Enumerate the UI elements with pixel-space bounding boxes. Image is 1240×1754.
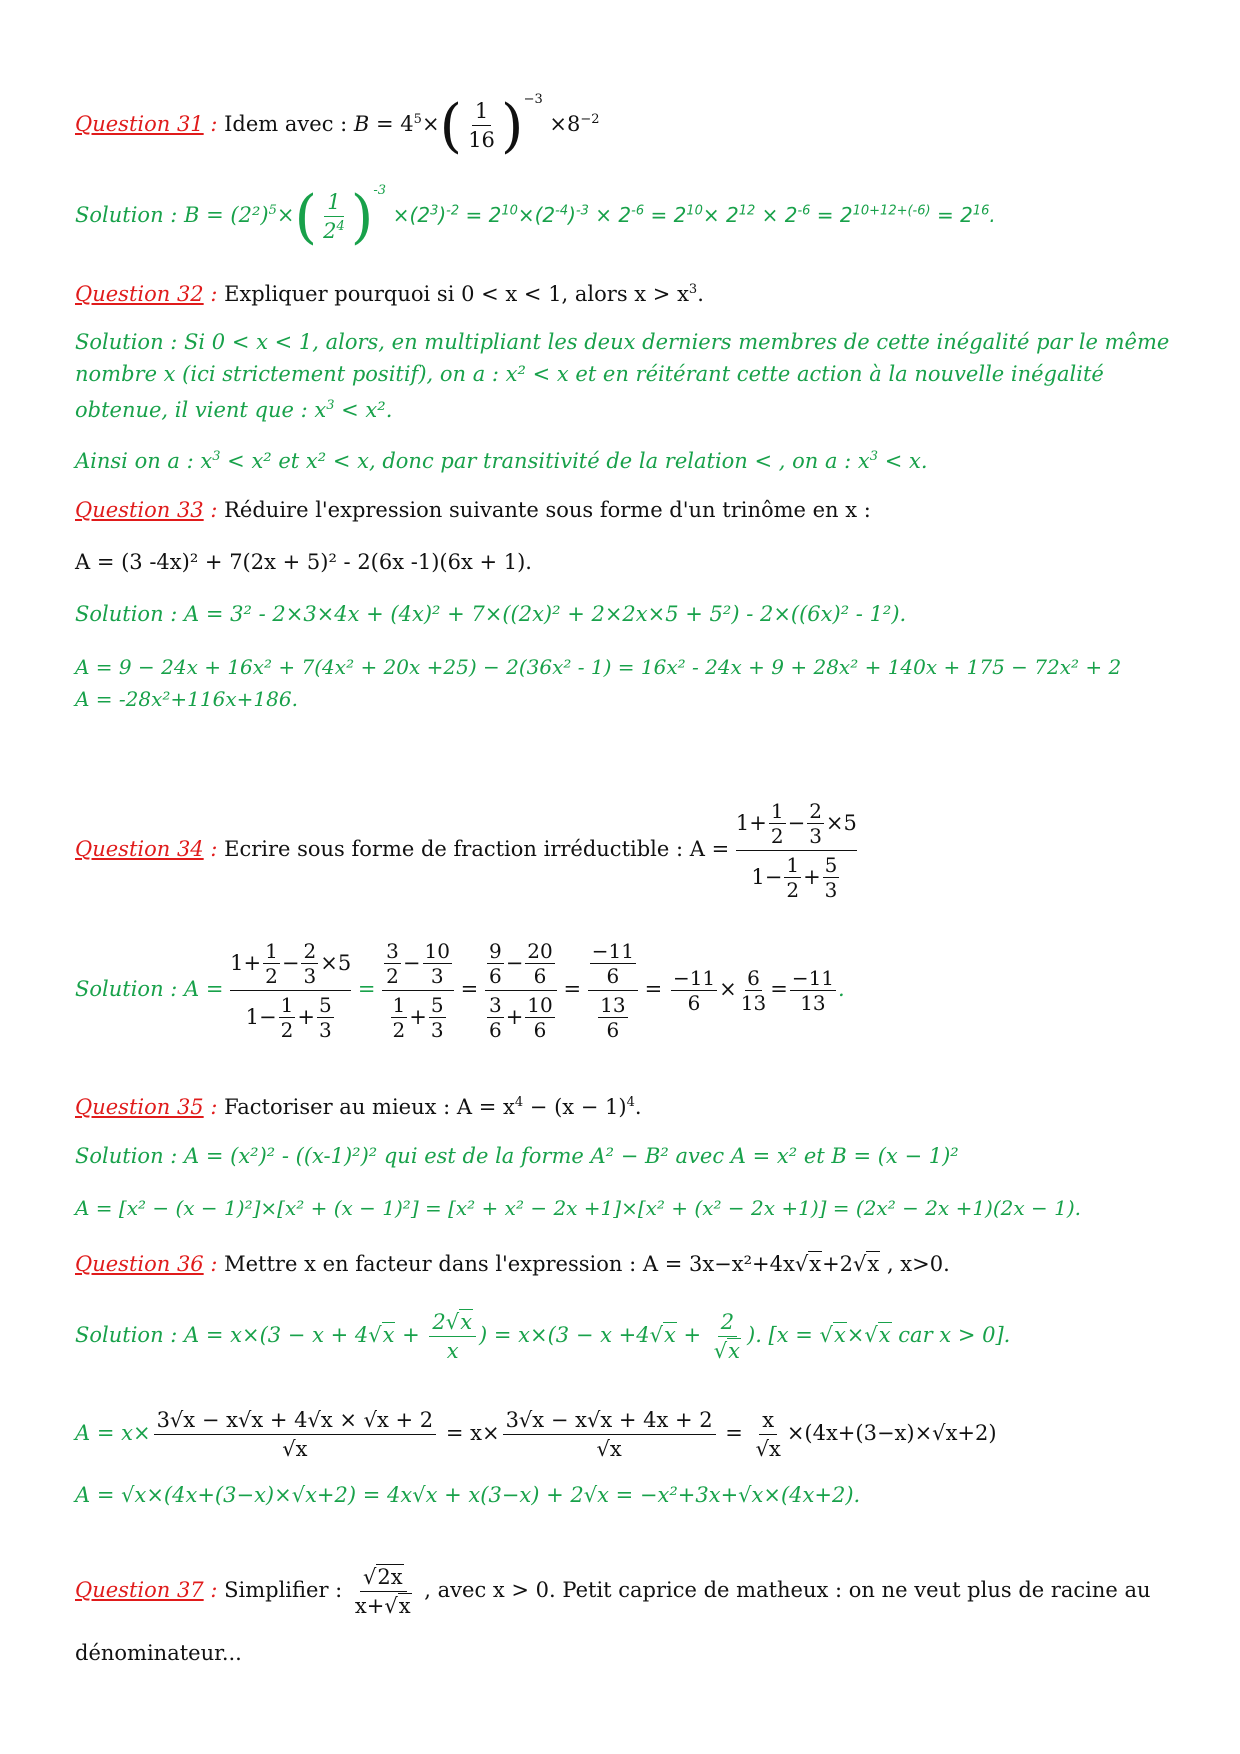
compound-fraction: 1 + 1 2 − 2 3 × 5 1 − 1 2 + 5 3 — [735, 799, 857, 902]
question-31-label: Question 31 : — [75, 112, 218, 136]
question-36-solution-2: A = x× $\frac{3√x - x√x + 4√x \times √x + 2}{√x}$ = x× $\frac{3√x - x√x + 4x + 2}{√x}$ = $\frac{x}{√x}$ ×(4x+(3−x)×√x+2) — [75, 1408, 997, 1462]
question-36-label: Question 36 : — [75, 1252, 218, 1276]
exp-minus-3: −3 — [523, 92, 543, 107]
question-36-solution-3: A = √x×(4x+(3−x)×√x+2) = 4x√x + x(3−x) + 2√x = −x²+3x+√x×(4x+2). — [75, 1483, 861, 1507]
solution-line: nombre x (ici strictement positif), on a : x² < x et en réitérant cette action à la nouvelle inégalité — [75, 362, 1104, 386]
question-32: Question 32 : Expliquer pourquoi si 0 < x < 1, alors $x > x^3$. — [75, 282, 704, 306]
question-37-text: Simplifier : — [224, 1578, 349, 1603]
question-31-text: Idem avec : — [224, 112, 354, 136]
solution-line: Solution : Si 0 < x < 1, alors, en multipliant les deux derniers membres de cette inégalité par le même — [75, 330, 1170, 354]
question-33-text: Réduire l'expression suivante sous forme d'un trinôme en x : — [224, 498, 871, 522]
question-34 — [75, 800, 857, 901]
fraction-1-16: $\frac{1}{16}$ — [468, 98, 495, 152]
solution-line: A = 9 − 24x + 16x² + 7(4x² + 20x +25) − 2(36x² - 1) = 16x² - 24x + 9 + 28x² + 140x + 175 − 72x² + 2 — [75, 655, 1122, 679]
question-37-continuation: dénominateur... — [75, 1641, 242, 1665]
question-34-label: Question 34 : — [75, 837, 218, 861]
question-37-label: Question 37 : — [75, 1578, 218, 1603]
question-32-label: Question 32 : — [75, 282, 218, 306]
question-35-text: Factoriser au mieux : A = x — [224, 1095, 515, 1119]
solution-line: A = -28x²+116x+186. — [75, 687, 298, 711]
compound-fraction: −11 6 13 6 — [588, 940, 638, 1041]
question-35-solution-1: Solution : A = (x²)² - ((x-1)²)² qui est de la forme A² − B² avec A = x² et B = (x − 1)² — [75, 1144, 959, 1168]
var-b: B — [353, 112, 370, 136]
solution-line: obtenue, il vient que : $x^3 < x^2$. — [75, 398, 393, 422]
equals: = — [369, 112, 401, 136]
exp-minus-2: −2 — [580, 112, 600, 127]
question-32-conclusion: Ainsi on a : $x^3 < x^2$ et x² < x, donc par transitivité de la relation < , on a : $x^3 < x$. — [75, 449, 928, 473]
compound-fraction: 3 2 − 10 3 1 2 + 5 3 — [382, 940, 454, 1041]
question-32-text: Expliquer pourquoi si 0 < x < 1, alors x > x — [224, 282, 689, 306]
question-33-solution-1: Solution : A = 3² - 2×3×4x + (4x)² + 7×((2x)² + 2×2x×5 + 5²) - 2×((6x)² - 1²). — [75, 602, 907, 626]
question-35: Question 35 : Factoriser au mieux : $A = x^4 - (x - 1)^4$. — [75, 1095, 642, 1119]
exp-5: 5 — [413, 112, 422, 127]
question-36-solution-1: Solution : A = x×(3 − x + 4√x + $\frac{2√x}{x}$ ) = x×(3 − x +4√x + $\frac{2}{√x}$ ). [x = √x×√x car x > 0]. — [75, 1310, 1011, 1364]
fraction-1-over-2-pow-4: $\frac{1}{2^4}$ — [323, 189, 345, 243]
base-8: 8 — [567, 112, 581, 136]
question-37: Question 37 : Simplifier : $\frac{√2x}{x+√x}$ , avec x > 0. Petit caprice de matheux : on ne veut plus de racine au — [75, 1565, 1151, 1619]
base-4: 4 — [400, 112, 414, 136]
q31-expression: $4^5\times$( $\frac{1}{16}$ )$^{-3} \times 8^{-2}$ — [400, 91, 600, 160]
question-34-solution: Solution : A = 1 + 1 2 − 2 3 × 5 1 − 1 2 + 5 3 = 3 2 − 10 3 1 2 + 5 3 = 9 6 − 20 6 3 6 + 10 6 = −11 6 13 6 = $\frac{-11}{6}$ × $\frac{6}{13}$ = $\frac{-11}{13}$ . — [75, 939, 845, 1042]
question-31 — [75, 84, 600, 160]
question-34-text: Ecrire sous forme de fraction irréductible : A = — [224, 837, 736, 861]
question-36: Question 36 : Mettre x en facteur dans l'expression : A = 3x−x²+4x√x+2√x , x>0. — [75, 1252, 950, 1276]
question-31-solution: Solution : $B = (2^2)^5\times$( $\frac{1}{2^4}$ )$^{-3} \times(2^3)^{-2} = 2^{10}\times(2^{-4})^{-3} \times 2^{-6} = 2^{10}\times 2^{12} \times 2^{-6} = 2^{10+12+(-6)} = 2^{16}$. — [75, 182, 996, 251]
question-33-expression: A = (3 -4x)² + 7(2x + 5)² - 2(6x -1)(6x + 1). — [75, 550, 532, 574]
compound-fraction: 1 + 1 2 − 2 3 × 5 1 − 1 2 + 5 3 — [230, 939, 352, 1042]
question-33 — [75, 494, 871, 526]
question-33-label: Question 33 : — [75, 498, 218, 522]
question-36-text: Mettre x en facteur dans l'expression : A = 3x−x²+4x — [224, 1252, 795, 1276]
question-32-solution — [75, 326, 1169, 426]
compound-fraction: 9 6 − 20 6 3 6 + 10 6 — [485, 940, 557, 1041]
question-33-solution-2 — [75, 651, 1121, 715]
question-35-solution-2: A = [x² − (x − 1)²]×[x² + (x − 1)²] = [x² + x² − 2x +1]×[x² + (x² − 2x +1)] = (2x² − 2x +1)(2x − 1). — [75, 1196, 1082, 1220]
times-sign: × — [421, 112, 440, 136]
question-35-label: Question 35 : — [75, 1095, 218, 1119]
